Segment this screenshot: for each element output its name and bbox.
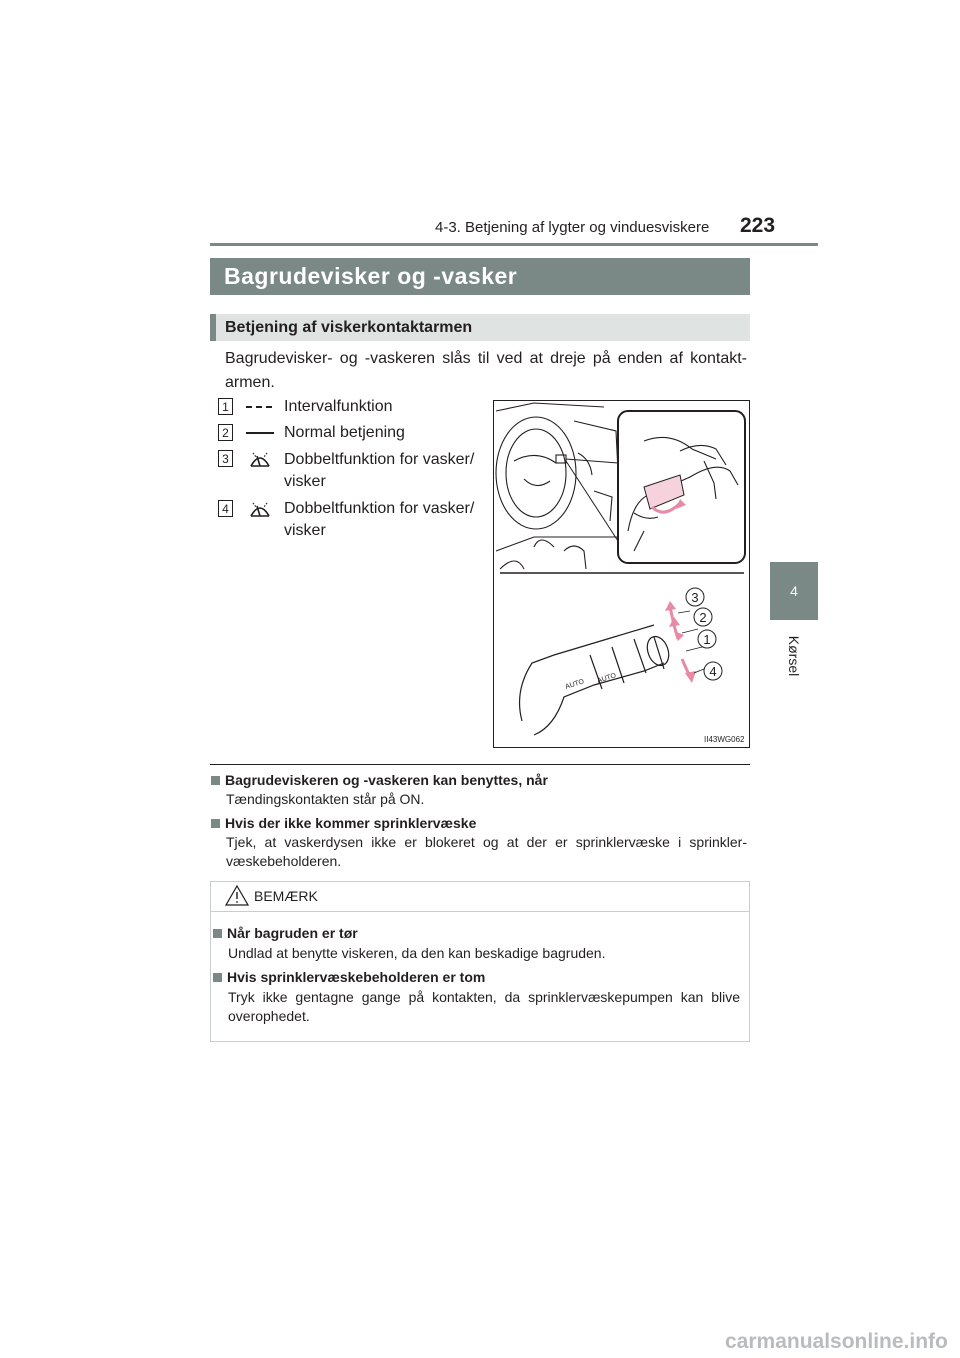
chapter-tab[interactable]: 4 [770,562,818,620]
note-1-heading-text: Bagrudeviskeren og -vaskeren kan benyttes, når [225,772,548,788]
watermark: carmanualsonline.info [725,1330,948,1353]
notice-label: BEMÆRK [254,888,318,904]
notice-item-2-heading-text: Hvis sprinklervæskebeholderen er tom [227,969,486,985]
square-bullet-icon [213,973,222,982]
figure-illustration [494,401,749,747]
item-number-1: 1 [218,398,233,415]
square-bullet-icon [211,776,220,785]
page-number: 223 [740,214,776,237]
note-2-heading-text: Hvis der ikke kommer sprinklervæske [225,815,477,831]
item-text-1: Intervalfunktion [284,398,393,415]
notice-item-2 [213,969,740,1026]
figure-code: II43WG062 [704,735,745,744]
section-header: 4-3. Betjening af lygter og vinduesviskere [435,219,710,236]
square-bullet-icon [213,929,222,938]
callout-4: 4 [709,664,717,679]
callout-2: 2 [699,610,707,625]
chapter-label [781,628,807,688]
item-number-2: 2 [218,424,233,441]
notice-item-1 [213,925,740,963]
item-text-4: Dobbeltfunktion for vasker/ visker [284,500,475,539]
warning-triangle-icon [225,884,249,906]
lever-auto-label-1: AUTO [564,678,586,691]
chapter-label-text: Kørsel [786,635,802,677]
intro-text: Bagrudevisker- og -vaskeren slås til ved at dreje på enden af kontakt-armen. [225,350,747,391]
note-2-body: Tjek, at vaskerdysen ikke er blokeret og at der er sprinklervæske i sprinkler-væskebeholderen. [226,834,747,869]
wiper-lever-figure [493,400,750,748]
note-2 [211,815,747,871]
section-subtitle: Betjening af viskerkontaktarmen [210,314,750,341]
note-2-heading [211,815,747,831]
item-number-3: 3 [218,450,233,467]
note-1 [211,772,747,809]
notice-divider [210,911,750,912]
washer-wiper-icon [248,498,272,520]
lever-auto-label-2: AUTO [596,672,618,685]
item-text-3: Dobbeltfunktion for vasker/ visker [284,451,475,490]
notice-item-1-heading-text: Når bagruden er tør [227,925,358,941]
solid-line-icon [245,428,275,438]
notice-item-2-heading [213,969,740,985]
notice-item-1-heading [213,925,740,941]
item-text-2: Normal betjening [284,424,405,441]
item-number-4: 4 [218,500,233,517]
notes-divider [210,764,750,765]
callout-1: 1 [703,632,711,647]
square-bullet-icon [211,819,220,828]
steering-wheel [496,417,576,529]
note-1-heading [211,772,747,788]
callout-3: 3 [691,590,699,605]
note-1-body: Tændingskontakten står på ON. [226,791,425,807]
washer-wiper-icon [248,448,272,470]
header-divider [210,243,818,246]
notice-item-2-body: Tryk ikke gentagne gange på kontakten, da sprinklervæskepumpen kan blive overophedet. [228,989,740,1024]
dashed-line-icon [245,402,275,412]
page-title: Bagrudevisker og -vasker [210,258,750,295]
notice-item-1-body: Undlad at benytte viskeren, da den kan beskadige bagruden. [228,945,606,961]
